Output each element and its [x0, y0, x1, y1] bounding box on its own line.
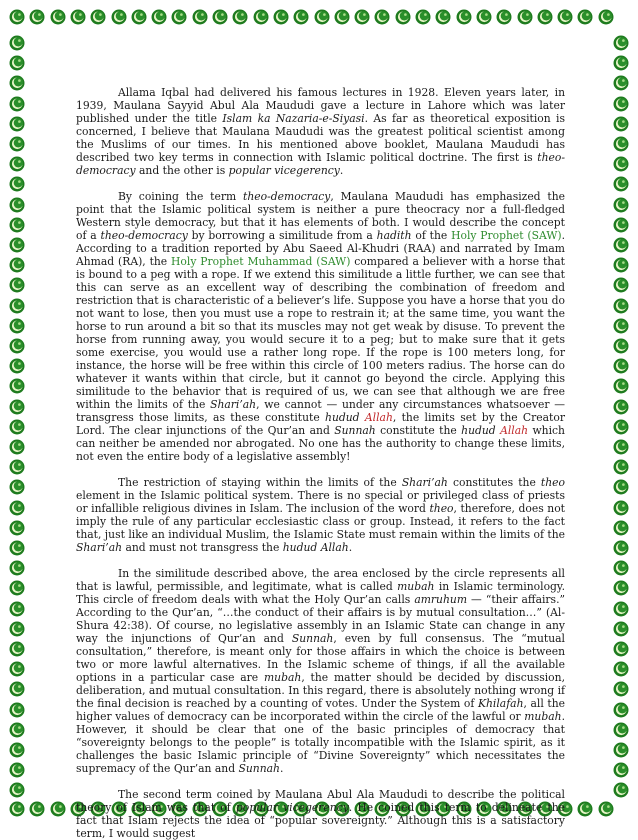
- crescent-ornament-icon: [557, 9, 573, 25]
- crescent-ornament-icon: [9, 378, 25, 394]
- crescent-ornament-icon: [537, 9, 553, 25]
- text-run: .: [339, 164, 344, 177]
- text-run: .: [348, 541, 353, 554]
- crescent-ornament-icon: [395, 9, 411, 25]
- crescent-ornament-icon: [111, 9, 127, 25]
- crescent-ornament-icon: [212, 9, 228, 25]
- italic-term: theo-democracy: [100, 229, 188, 242]
- crescent-ornament-icon: [9, 318, 25, 334]
- italic-term: hudud Allah: [282, 541, 349, 554]
- text-run: element in the Islamic political system. There is no special or privileged class of priests or infallible religious divines in Islam. The inclusion of the word: [76, 489, 565, 515]
- italic-term: popular vicegerency: [228, 164, 340, 177]
- crescent-ornament-icon: [613, 439, 629, 455]
- crescent-ornament-icon: [613, 136, 629, 152]
- article-body: [76, 86, 565, 840]
- crescent-ornament-icon: [334, 9, 350, 25]
- crescent-ornament-icon: [354, 9, 370, 25]
- crescent-ornament-icon: [9, 459, 25, 475]
- crescent-ornament-icon: [613, 399, 629, 415]
- crescent-ornament-icon: [131, 9, 147, 25]
- crescent-ornament-icon: [613, 681, 629, 697]
- crescent-ornament-icon: [9, 641, 25, 657]
- border-top: [0, 2, 638, 32]
- crescent-ornament-icon: [613, 156, 629, 172]
- crescent-ornament-icon: [613, 722, 629, 738]
- text-run: , even by full consensus. The “mutual consultation,” therefore, is meant only for those affairs in which the choice is between two or more lawful alternatives. In the Islamic scheme of things, if all the available options in a particular case are: [76, 632, 565, 684]
- crescent-ornament-icon: [613, 318, 629, 334]
- crescent-ornament-icon: [613, 358, 629, 374]
- crescent-ornament-icon: [613, 560, 629, 576]
- text-run: which can neither be amended nor abrogated. No one has the authority to change these limits, not even the entire body of a legislative assembly!: [76, 424, 565, 463]
- crescent-ornament-icon: [9, 681, 25, 697]
- crescent-ornament-icon: [253, 9, 269, 25]
- crescent-ornament-icon: [613, 621, 629, 637]
- crescent-ornament-icon: [171, 9, 187, 25]
- crescent-ornament-icon: [9, 176, 25, 192]
- crescent-ornament-icon: [613, 176, 629, 192]
- crescent-ornament-icon: [374, 9, 390, 25]
- crescent-ornament-icon: [232, 9, 248, 25]
- crescent-ornament-icon: [273, 9, 289, 25]
- crescent-ornament-icon: [9, 439, 25, 455]
- crescent-ornament-icon: [70, 9, 86, 25]
- italic-term: Khilafah: [477, 697, 524, 710]
- crescent-ornament-icon: [613, 601, 629, 617]
- crescent-ornament-icon: [9, 75, 25, 91]
- crescent-ornament-icon: [613, 702, 629, 718]
- crescent-ornament-icon: [9, 702, 25, 718]
- crescent-ornament-icon: [9, 601, 25, 617]
- crescent-ornament-icon: [577, 9, 593, 25]
- italic-term: Sunnah: [334, 424, 376, 437]
- text-run: compared a believer with a horse that is bound to a peg with a rope. If we extend this similitude a little further, we can see that this can serve as an excellent way of describing the combination of freedom and restriction that is characteristic of a believer’s life. Suppose you have a horse that you do not want to lose, then you must use a rope to restrain it; at the same time, you want the horse to run around a bit so that its muscles may not get weak by disuse. To prevent the horse from running away, you would secure it to a peg; but to make sure that it gets some exercise, you would use a rather long rope. If the rope is 100 meters long, for instance, the horse will be free within this circle of 100 meters radius. The horse can do whatever it wants within that circle, but it cannot go beyond the circle. Applying this similitude to the behavior that is required of us, we can see that although we are free within the limits of the: [76, 255, 565, 411]
- text-run: by borrowing a similitude from a: [187, 229, 377, 242]
- crescent-ornament-icon: [613, 217, 629, 233]
- crescent-ornament-icon: [577, 801, 593, 817]
- crescent-ornament-icon: [9, 55, 25, 71]
- italic-term: Shari’ah: [401, 476, 448, 489]
- text-run: .: [279, 762, 284, 775]
- crescent-ornament-icon: [613, 641, 629, 657]
- crescent-ornament-icon: [435, 9, 451, 25]
- crescent-ornament-icon: [9, 520, 25, 536]
- crescent-ornament-icon: [9, 742, 25, 758]
- text-run: constitute the: [375, 424, 462, 437]
- crescent-ornament-icon: [613, 96, 629, 112]
- crescent-ornament-icon: [9, 35, 25, 51]
- text-run: , therefore, does not imply the rule of any particular ecclesiastic class or group. Instead, it refers to the fact that, just like an individual Muslim, the Islamic State must remain within the limits of the: [76, 502, 565, 541]
- text-run: — “their affairs.” According to the Qur’an, “…the conduct of their affairs is by mutual consultation…” (Al-Shura 42:38). Of course, no legislative assembly in an Islamic State can change in any way the injunctions of Qur’an and: [76, 593, 565, 645]
- italic-term: mubah: [263, 671, 302, 684]
- text-run: and the other is: [135, 164, 229, 177]
- text-run: in Islamic terminology. This circle of freedom deals with what the Holy Qur’an calls: [76, 580, 565, 606]
- crescent-ornament-icon: [613, 500, 629, 516]
- crescent-ornament-icon: [613, 35, 629, 51]
- crescent-ornament-icon: [9, 399, 25, 415]
- crescent-ornament-icon: [613, 459, 629, 475]
- text-run: . As far as theoretical exposition is concerned, I believe that Maulana Maududi was the greatest political scientist among the Muslims of our times. In his mentioned above booklet, Maulana Maududi has described two key terms in connection with Islamic political doctrine. The first is: [76, 112, 565, 164]
- text-run: . However, it should be clear that one of the basic principles of democracy that “sovereignty belongs to the people” is totally incompatible with the Islamic spirit, as it challenges the basic Islamic principle of “Divine Sovereignty” which necessitates the supremacy of the Qur’an and: [76, 710, 565, 775]
- crescent-ornament-icon: [517, 9, 533, 25]
- italic-term: Shari’ah: [210, 398, 257, 411]
- paragraph: [76, 476, 565, 554]
- text-run: Allama Iqbal had delivered his famous lectures in 1928. Eleven years later, in 1939, Maulana Sayyid Abul Ala Maududi gave a lecture in Lahore which was later published under the title: [76, 86, 565, 125]
- crescent-ornament-icon: [9, 621, 25, 637]
- crescent-ornament-icon: [9, 298, 25, 314]
- text-run: In the similitude described above, the area enclosed by the circle represents all that is lawful, permissible, and legitimate, what is called: [76, 567, 565, 593]
- highlighted-phrase: Holy Prophet (SAW): [451, 229, 562, 242]
- text-run: . According to a tradition reported by Abu Saeed Al-Khudri (RAA) and narrated by Imam Ahmad (RA), the: [76, 229, 565, 268]
- crescent-ornament-icon: [9, 338, 25, 354]
- crescent-ornament-icon: [9, 358, 25, 374]
- crescent-ornament-icon: [9, 479, 25, 495]
- paragraph: [76, 567, 565, 775]
- italic-term: theo: [540, 476, 565, 489]
- text-run: , all the higher values of democracy can be incorporated within the circle of the lawful or: [76, 697, 565, 723]
- crescent-ornament-icon: [613, 762, 629, 778]
- crescent-ornament-icon: [613, 75, 629, 91]
- italic-term: Islam ka Nazaria-e-Siyasi: [222, 112, 365, 125]
- crescent-ornament-icon: [9, 722, 25, 738]
- italic-term: amruhum: [414, 593, 468, 606]
- italic-term: theo: [429, 502, 454, 515]
- crescent-ornament-icon: [9, 257, 25, 273]
- crescent-ornament-icon: [50, 801, 66, 817]
- crescent-ornament-icon: [9, 782, 25, 798]
- text-run: , we cannot — under any circumstances whatsoever — transgress those limits, as these constitute: [76, 398, 565, 424]
- crescent-ornament-icon: [613, 237, 629, 253]
- crescent-ornament-icon: [9, 500, 25, 516]
- crescent-ornament-icon: [613, 520, 629, 536]
- text-run: constitutes the: [447, 476, 541, 489]
- italic-term: mubah: [524, 710, 562, 723]
- crescent-ornament-icon: [9, 277, 25, 293]
- crescent-ornament-icon: [90, 9, 106, 25]
- crescent-ornament-icon: [9, 237, 25, 253]
- crescent-ornament-icon: [613, 116, 629, 132]
- crescent-ornament-icon: [613, 661, 629, 677]
- crescent-ornament-icon: [9, 136, 25, 152]
- paragraph: [76, 86, 565, 177]
- crescent-ornament-icon: [9, 96, 25, 112]
- crescent-ornament-icon: [613, 782, 629, 798]
- crescent-ornament-icon: [476, 9, 492, 25]
- italic-term: theo-democracy: [243, 190, 331, 203]
- crescent-ornament-icon: [613, 378, 629, 394]
- crescent-ornament-icon: [613, 479, 629, 495]
- crescent-ornament-icon: [613, 540, 629, 556]
- highlighted-term: Allah: [500, 424, 529, 437]
- crescent-ornament-icon: [50, 9, 66, 25]
- crescent-ornament-icon: [456, 9, 472, 25]
- text-run: , the limits set by the Creator Lord. The clear injunctions of the Qur’an and: [76, 411, 565, 437]
- highlighted-term: Allah: [364, 411, 393, 424]
- crescent-ornament-icon: [613, 277, 629, 293]
- text-run: of the: [411, 229, 452, 242]
- crescent-ornament-icon: [9, 217, 25, 233]
- crescent-ornament-icon: [9, 116, 25, 132]
- crescent-ornament-icon: [9, 580, 25, 596]
- crescent-ornament-icon: [192, 9, 208, 25]
- highlighted-phrase: Holy Prophet Muhammad (SAW): [171, 255, 351, 268]
- crescent-ornament-icon: [293, 9, 309, 25]
- crescent-ornament-icon: [9, 560, 25, 576]
- italic-term: hudud: [461, 424, 501, 437]
- paragraph: [76, 190, 565, 463]
- border-left: [2, 0, 32, 826]
- italic-term: hudud: [325, 411, 365, 424]
- crescent-ornament-icon: [613, 55, 629, 71]
- crescent-ornament-icon: [151, 9, 167, 25]
- crescent-ornament-icon: [613, 298, 629, 314]
- crescent-ornament-icon: [9, 156, 25, 172]
- crescent-ornament-icon: [613, 742, 629, 758]
- text-run: . He coined this term to delineate the fact that Islam rejects the idea of “popular sovereignty.” Although this is a satisfactory term, I would suggest: [76, 801, 566, 840]
- crescent-ornament-icon: [9, 762, 25, 778]
- crescent-ornament-icon: [9, 197, 25, 213]
- crescent-ornament-icon: [9, 661, 25, 677]
- italic-term: theo-democracy: [76, 151, 565, 177]
- text-run: By coining the term: [118, 190, 244, 203]
- text-run: and must not transgress the: [122, 541, 283, 554]
- text-run: The second term coined by Maulana Abul Ala Maududi to describe the political theory of Islam was that of: [76, 788, 565, 814]
- crescent-ornament-icon: [9, 540, 25, 556]
- italic-term: popular vicegerency: [235, 801, 349, 814]
- italic-term: Shari’ah: [76, 541, 123, 554]
- text-run: , the matter should be decided by discussion, deliberation, and mutual consultation. In this regard, there is absolutely nothing wrong if the final decision is reached by a counting of votes. Under the System of: [76, 671, 565, 710]
- crescent-ornament-icon: [613, 197, 629, 213]
- paragraph: [76, 788, 565, 840]
- crescent-ornament-icon: [9, 419, 25, 435]
- italic-term: Sunnah: [291, 632, 334, 645]
- border-right: [606, 0, 636, 826]
- crescent-ornament-icon: [415, 9, 431, 25]
- crescent-ornament-icon: [496, 9, 512, 25]
- italic-term: Sunnah: [238, 762, 280, 775]
- text-run: The restriction of staying within the limits of the: [118, 476, 402, 489]
- crescent-ornament-icon: [314, 9, 330, 25]
- crescent-ornament-icon: [613, 419, 629, 435]
- italic-term: mubah: [397, 580, 435, 593]
- crescent-ornament-icon: [613, 338, 629, 354]
- text-run: , Maulana Maududi has emphasized the point that the Islamic political system is neither a pure theocracy nor a full-fledged Western style democracy, but that it has elements of both. I would describe the concept of a: [76, 190, 566, 242]
- crescent-ornament-icon: [613, 257, 629, 273]
- italic-term: hadith: [376, 229, 412, 242]
- crescent-ornament-icon: [613, 580, 629, 596]
